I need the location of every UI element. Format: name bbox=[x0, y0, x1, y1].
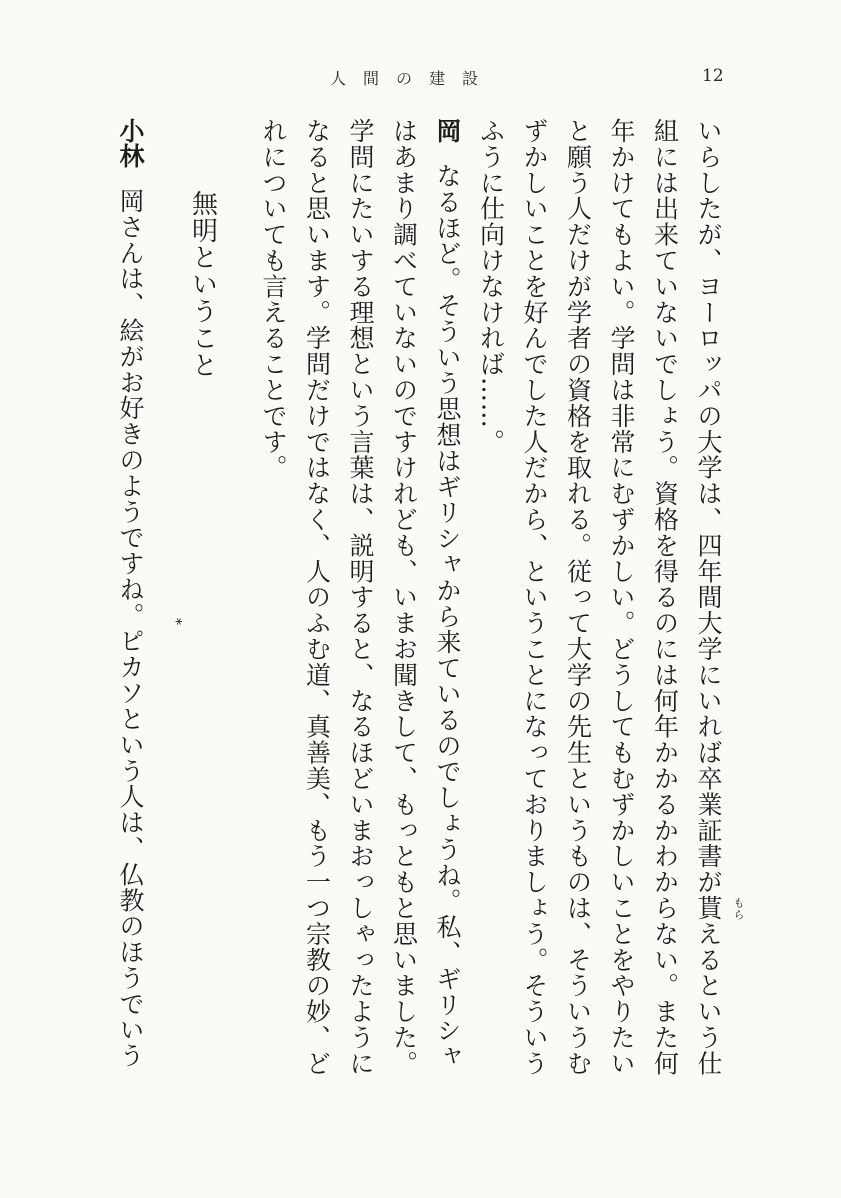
text-line: 組には出来ていないでしょう。資格を得るのには何年かかるかわからない。また何 bbox=[650, 118, 680, 1077]
text-line: 学問にたいする理想という言葉は、説明すると、なるほどいまおっしゃったように bbox=[346, 118, 375, 1077]
running-header: 人間の建設 bbox=[330, 69, 496, 88]
text-line: ずかしいことを好んでした人だから、ということになっておりましょう。そういう bbox=[520, 118, 549, 1077]
text-line: 年かけてもよい。学問は非常にむずかしい。どうしてもむずかしいことをやりたい bbox=[607, 118, 636, 1077]
text-line: と願う人だけが学者の資格を取れる。従って大学の先生というものは、そういうむ bbox=[563, 118, 593, 1077]
dialogue-line: 小林岡さんは、絵がお好きのようですね。ピ *カソという人は、仏教のほうでいう bbox=[109, 118, 153, 1118]
text-line: れについても言えることです。 bbox=[259, 118, 288, 481]
speaker-name: 岡 bbox=[433, 118, 462, 143]
speaker-name: 小林 bbox=[116, 118, 145, 168]
vertical-text-body bbox=[110, 118, 745, 1118]
dialogue-line: 岡なるほど。そういう思想はギリシャから来ているのでしょうね。私、ギリシャ bbox=[433, 118, 462, 1070]
text-line: いらしたが、ヨーロッパの大学は、四年間大学にいれば卒業証書が貰 もら えるという仕 bbox=[687, 118, 731, 1118]
section-heading: 無明ということ bbox=[187, 190, 218, 379]
ruby-annotated-word: 貰 もら bbox=[694, 895, 745, 921]
text-line: ふうに仕向けなければ……。 bbox=[476, 118, 506, 455]
footnote-marker: ピ * bbox=[109, 628, 153, 654]
text-line: なると思います。学問だけではなく、人のふむ道、真善美、もう一つ宗教の妙、ど bbox=[302, 118, 332, 1077]
ruby-reading: もら bbox=[732, 897, 745, 921]
text-line: はあまり調べていないのですけれども、いまお聞きして、もっともと思いました。 bbox=[389, 118, 419, 1077]
page-number: 12 bbox=[702, 66, 724, 86]
